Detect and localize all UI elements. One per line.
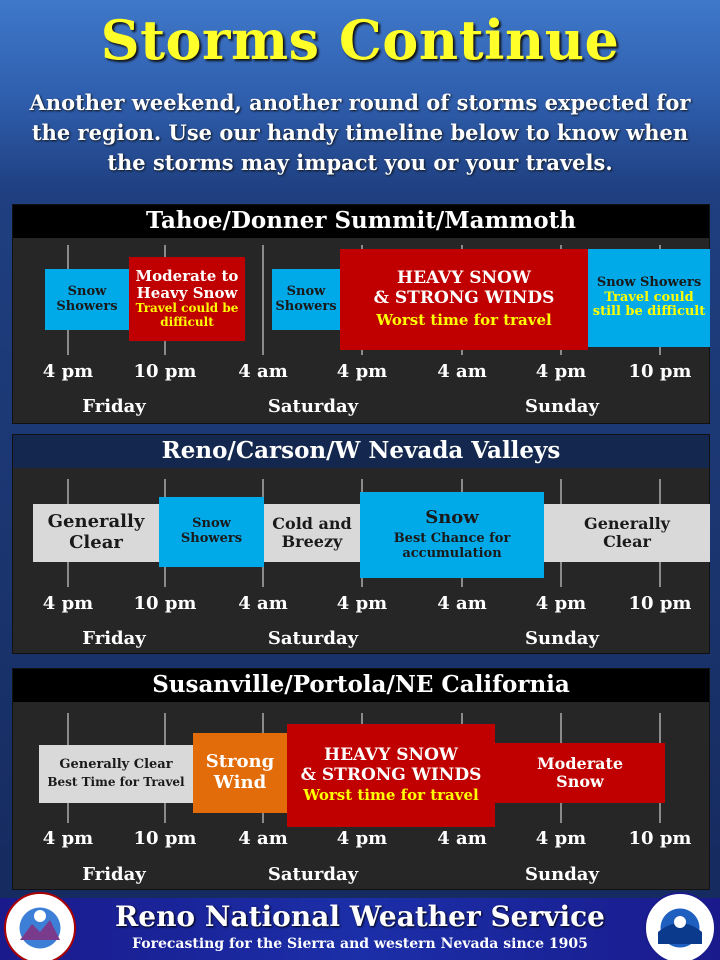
time-label: 4 pm: [336, 361, 388, 382]
day-label: Saturday: [267, 396, 359, 417]
time-label: 4 pm: [42, 593, 94, 614]
block-line: HEAVY SNOW: [397, 268, 531, 289]
time-label: 4 am: [238, 828, 288, 849]
block-line: Moderate to: [135, 266, 239, 285]
time-label: 4 pm: [42, 361, 94, 382]
block-line: Travel could: [604, 289, 694, 305]
time-label: 4 am: [437, 593, 487, 614]
block-line: Generally: [47, 511, 145, 533]
timeline-panel-susanville: [12, 668, 710, 890]
block-line: Snow: [556, 772, 604, 791]
time-label: 4 pm: [336, 828, 388, 849]
time-label: 4 pm: [535, 361, 587, 382]
day-label: Friday: [82, 396, 146, 417]
time-label: 10 pm: [133, 593, 197, 614]
day-label: Sunday: [525, 396, 599, 417]
block-line: accumulation: [402, 546, 502, 562]
block-line: Clear: [603, 532, 651, 551]
panel-title: Susanville/Portola/NE California: [152, 671, 570, 698]
block-line: Generally Clear: [59, 757, 173, 773]
timeline-block: [264, 504, 360, 562]
block-line: Travel could be: [135, 301, 239, 316]
timeline-block: [287, 724, 495, 827]
day-label: Sunday: [525, 864, 599, 885]
block-line: Moderate: [536, 753, 624, 773]
footer-subtitle: Forecasting for the Sierra and western Nevada since 1905: [132, 936, 588, 952]
timeline-block: [588, 249, 710, 347]
timeline-block: [193, 733, 287, 813]
time-label: 4 pm: [535, 828, 587, 849]
day-label: Saturday: [267, 628, 359, 649]
time-label: 4 pm: [42, 828, 94, 849]
time-label: 4 pm: [336, 593, 388, 614]
panel-title: Reno/Carson/W Nevada Valleys: [161, 437, 561, 464]
block-line: difficult: [160, 315, 214, 330]
block-line: & STRONG WINDS: [373, 287, 555, 308]
block-line: & STRONG WINDS: [300, 764, 482, 785]
timeline-block: [340, 249, 588, 350]
day-label: Saturday: [267, 864, 359, 885]
timeline-block: [159, 497, 264, 567]
block-line: Clear: [69, 532, 123, 553]
block-line: Snow Showers: [596, 274, 702, 290]
block-line: Showers: [275, 298, 337, 314]
footer-banner: [0, 898, 720, 960]
timeline-block: [39, 745, 193, 803]
timeline-block: [45, 269, 129, 330]
block-line: HEAVY SNOW: [324, 745, 458, 766]
block-line: Snow: [286, 283, 326, 299]
time-label: 10 pm: [628, 361, 692, 382]
timeline-block: [33, 504, 159, 562]
block-line: Heavy Snow: [136, 284, 238, 303]
block-line: Worst time for travel: [303, 786, 479, 805]
intro-text: Another weekend, another round of storms expected for the region. Use our handy timeline below to know when the storms may impact you or your travels.: [29, 90, 691, 175]
time-label: 4 am: [437, 361, 487, 382]
block-line: Strong: [205, 751, 275, 773]
timeline-block: [544, 504, 710, 562]
block-line: Snow: [425, 506, 479, 528]
block-line: Showers: [180, 531, 243, 546]
block-line: Snow: [67, 283, 107, 299]
block-line: Best Time for Travel: [47, 775, 185, 790]
block-line: Worst time for travel: [376, 311, 552, 330]
noaa-logo-graphic: [646, 894, 714, 960]
block-line: Best Chance for: [393, 531, 511, 547]
time-label: 10 pm: [628, 828, 692, 849]
day-label: Friday: [82, 864, 146, 885]
time-label: 4 am: [238, 361, 288, 382]
block-line: still be difficult: [592, 304, 706, 320]
timeline-block: [272, 269, 340, 330]
timeline-panel-reno: [12, 434, 710, 654]
timeline-block: [495, 743, 665, 803]
page-title: Storms Continue: [100, 8, 620, 72]
panel-title: Tahoe/Donner Summit/Mammoth: [146, 207, 576, 234]
block-line: Snow: [192, 516, 231, 532]
time-label: 4 am: [238, 593, 288, 614]
tick-mark: [262, 245, 264, 355]
timeline-panel-tahoe: [12, 204, 710, 424]
timeline-block: [360, 492, 544, 578]
noaa-logo-icon: [644, 892, 716, 960]
time-label: 10 pm: [133, 828, 197, 849]
timeline-block: [129, 257, 245, 341]
time-label: 4 am: [437, 828, 487, 849]
block-line: Wind: [213, 772, 267, 793]
day-label: Sunday: [525, 628, 599, 649]
block-line: Generally: [584, 513, 670, 533]
block-line: Showers: [56, 298, 118, 314]
time-label: 10 pm: [628, 593, 692, 614]
block-line: Cold and: [272, 513, 352, 533]
time-label: 10 pm: [133, 361, 197, 382]
footer-title: Reno National Weather Service: [114, 900, 605, 933]
day-label: Friday: [82, 628, 146, 649]
block-line: Breezy: [281, 532, 343, 551]
time-label: 4 pm: [535, 593, 587, 614]
